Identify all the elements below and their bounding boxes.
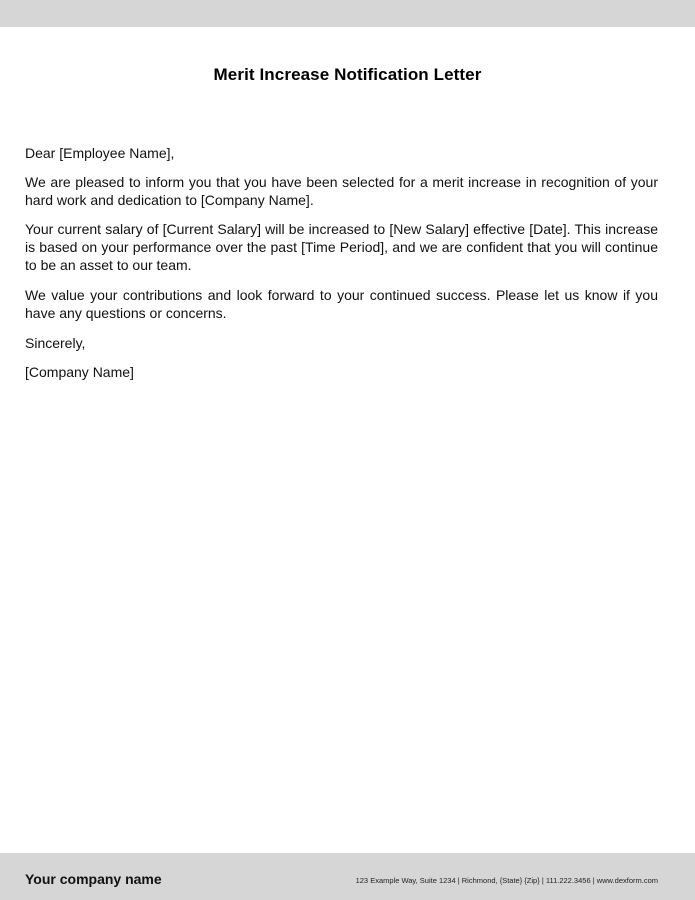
footer-company-name: Your company name (25, 871, 162, 887)
letter-page (0, 27, 695, 853)
paragraph-2: Your current salary of [Current Salary] will be increased to [New Salary] effective [Date]. This increase is based on your performance over the past [Time Period], and we are confident that you will continue to be an asset to our team. (25, 221, 658, 273)
footer-address: 123 Example Way, Suite 1234 | Richmond, {State} {Zip} | 111.222.3456 | www.dexform.com (355, 876, 658, 885)
paragraph-1: We are pleased to inform you that you have been selected for a merit increase in recognition of your hard work and dedication to [Company Name]. (25, 174, 658, 208)
salutation: Dear [Employee Name], (25, 145, 175, 161)
closing: Sincerely, (25, 335, 86, 351)
letter-title: Merit Increase Notification Letter (213, 65, 482, 84)
signature: [Company Name] (25, 364, 134, 380)
top-band (0, 0, 695, 27)
paragraph-3: We value your contributions and look forward to your continued success. Please let us know if you have any questions or concerns. (25, 287, 658, 321)
footer (0, 853, 695, 900)
